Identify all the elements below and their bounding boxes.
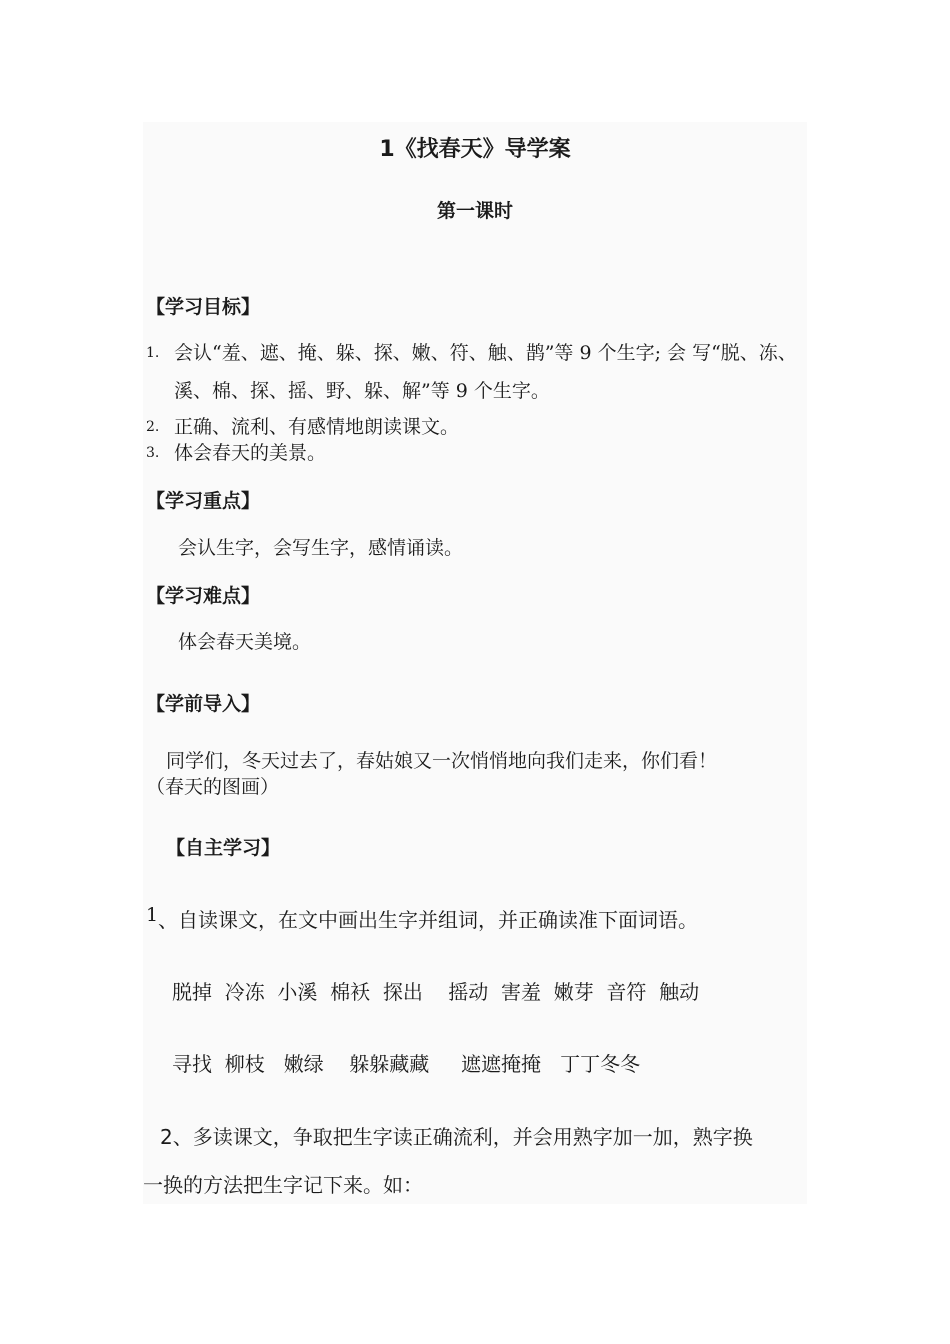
difficulties-heading: 【学习难点】	[146, 585, 261, 607]
vocabulary-row-1: 脱掉 冷冻 小溪 棉袄 探出 摇动 害羞 嫩芽 音符 触动	[172, 980, 700, 1004]
objectives-heading: 【学习目标】	[146, 296, 261, 318]
task-2-line-2: 一换的方法把生字记下来。如：	[143, 1173, 423, 1197]
intro-line-1: 同学们，冬天过去了，春姑娘又一次悄悄地向我们走来，你们看！	[166, 750, 718, 772]
objective-3-text: 体会春天的美景。	[174, 442, 327, 464]
key-points-heading: 【学习重点】	[146, 490, 261, 512]
objective-2-text: 正确、流利、有感情地朗读课文。	[174, 416, 460, 438]
objective-2-number: 2.	[146, 419, 160, 435]
self-study-heading: 【自主学习】	[166, 837, 281, 859]
lesson-period: 第一课时	[436, 200, 513, 222]
intro-heading: 【学前导入】	[146, 693, 261, 715]
difficulties-text: 体会春天美境。	[178, 631, 312, 653]
task-2-line-1: 2、多读课文，争取把生字读正确流利，并会用熟字加一加，熟字换	[160, 1125, 753, 1149]
objective-1-line-1: 会认“羞、遮、掩、躲、探、嫩、符、触、鹊”等 9 个生字; 会 写“脱、冻、	[174, 342, 797, 364]
objective-1-line-2: 溪、棉、探、摇、野、躲、解”等 9 个生字。	[174, 380, 550, 402]
document-title: 1《找春天》导学案	[379, 137, 571, 162]
objective-3-number: 3.	[146, 445, 160, 461]
vocabulary-row-2: 寻找 柳枝 嫩绿 躲躲藏藏 遮遮掩掩 丁丁冬冬	[172, 1052, 641, 1076]
key-points-text: 会认生字，会写生字，感情诵读。	[178, 537, 464, 559]
intro-line-2: （春天的图画）	[146, 776, 280, 798]
objective-1-number: 1.	[146, 345, 160, 361]
task-1-number: 1	[146, 904, 159, 926]
task-1-text: 、自读课文，在文中画出生字并组词，并正确读准下面词语。	[158, 908, 698, 932]
content-panel	[143, 122, 807, 1204]
